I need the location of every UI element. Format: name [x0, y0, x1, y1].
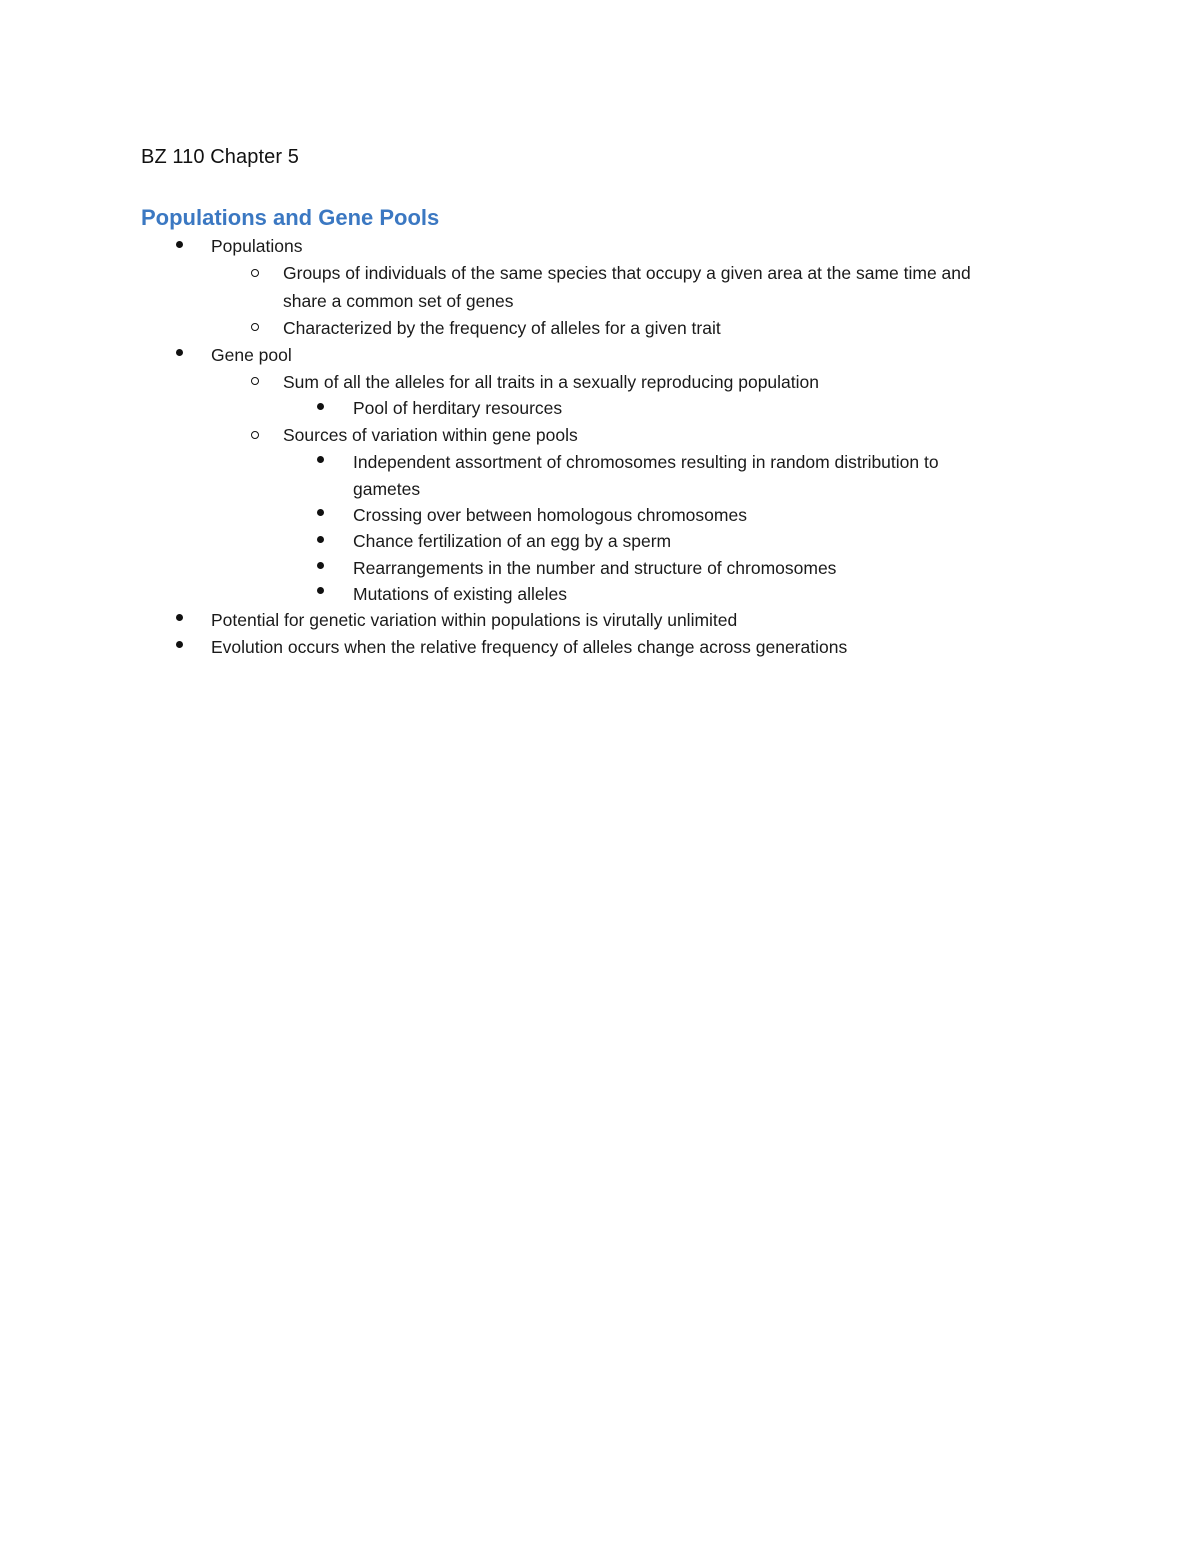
list-item: Sources of variation within gene pools: [283, 425, 578, 445]
bullet-dot-icon: [317, 587, 324, 594]
bullet-dot-icon: [317, 509, 324, 516]
list-item: Rearrangements in the number and structure of chromosomes: [353, 558, 837, 578]
list-item: Groups of individuals of the same species that occupy a given area at the same time and: [283, 263, 971, 283]
list-item: Potential for genetic variation within populations is virutally unlimited: [211, 610, 738, 630]
list-item: Pool of herditary resources: [353, 398, 563, 418]
list-item: Chance fertilization of an egg by a sperm: [353, 531, 672, 551]
list-item-continuation: gametes: [353, 479, 421, 499]
list-item: Evolution occurs when the relative frequency of alleles change across generations: [211, 637, 848, 657]
bullet-circle-icon: [251, 377, 259, 385]
bullet-dot-icon: [176, 614, 183, 621]
list-item: Characterized by the frequency of alleles for a given trait: [283, 318, 721, 338]
list-item: Sum of all the alleles for all traits in a sexually reproducing population: [283, 372, 819, 392]
document-title: BZ 110 Chapter 5: [141, 146, 299, 168]
list-item-continuation: share a common set of genes: [283, 291, 514, 311]
bullet-dot-icon: [176, 349, 183, 356]
list-item: Gene pool: [211, 345, 292, 365]
list-item: Mutations of existing alleles: [353, 584, 567, 604]
list-item: Populations: [211, 236, 303, 256]
list-item: Independent assortment of chromosomes resulting in random distribution to: [353, 452, 939, 472]
bullet-dot-icon: [317, 403, 324, 410]
bullet-circle-icon: [251, 269, 259, 277]
bullet-dot-icon: [317, 456, 324, 463]
bullet-dot-icon: [317, 562, 324, 569]
bullet-circle-icon: [251, 431, 259, 439]
bullet-dot-icon: [176, 641, 183, 648]
section-heading: Populations and Gene Pools: [141, 205, 440, 230]
bullet-dot-icon: [176, 241, 183, 248]
bullet-circle-icon: [251, 323, 259, 331]
list-item: Crossing over between homologous chromosomes: [353, 505, 747, 525]
bullet-dot-icon: [317, 536, 324, 543]
